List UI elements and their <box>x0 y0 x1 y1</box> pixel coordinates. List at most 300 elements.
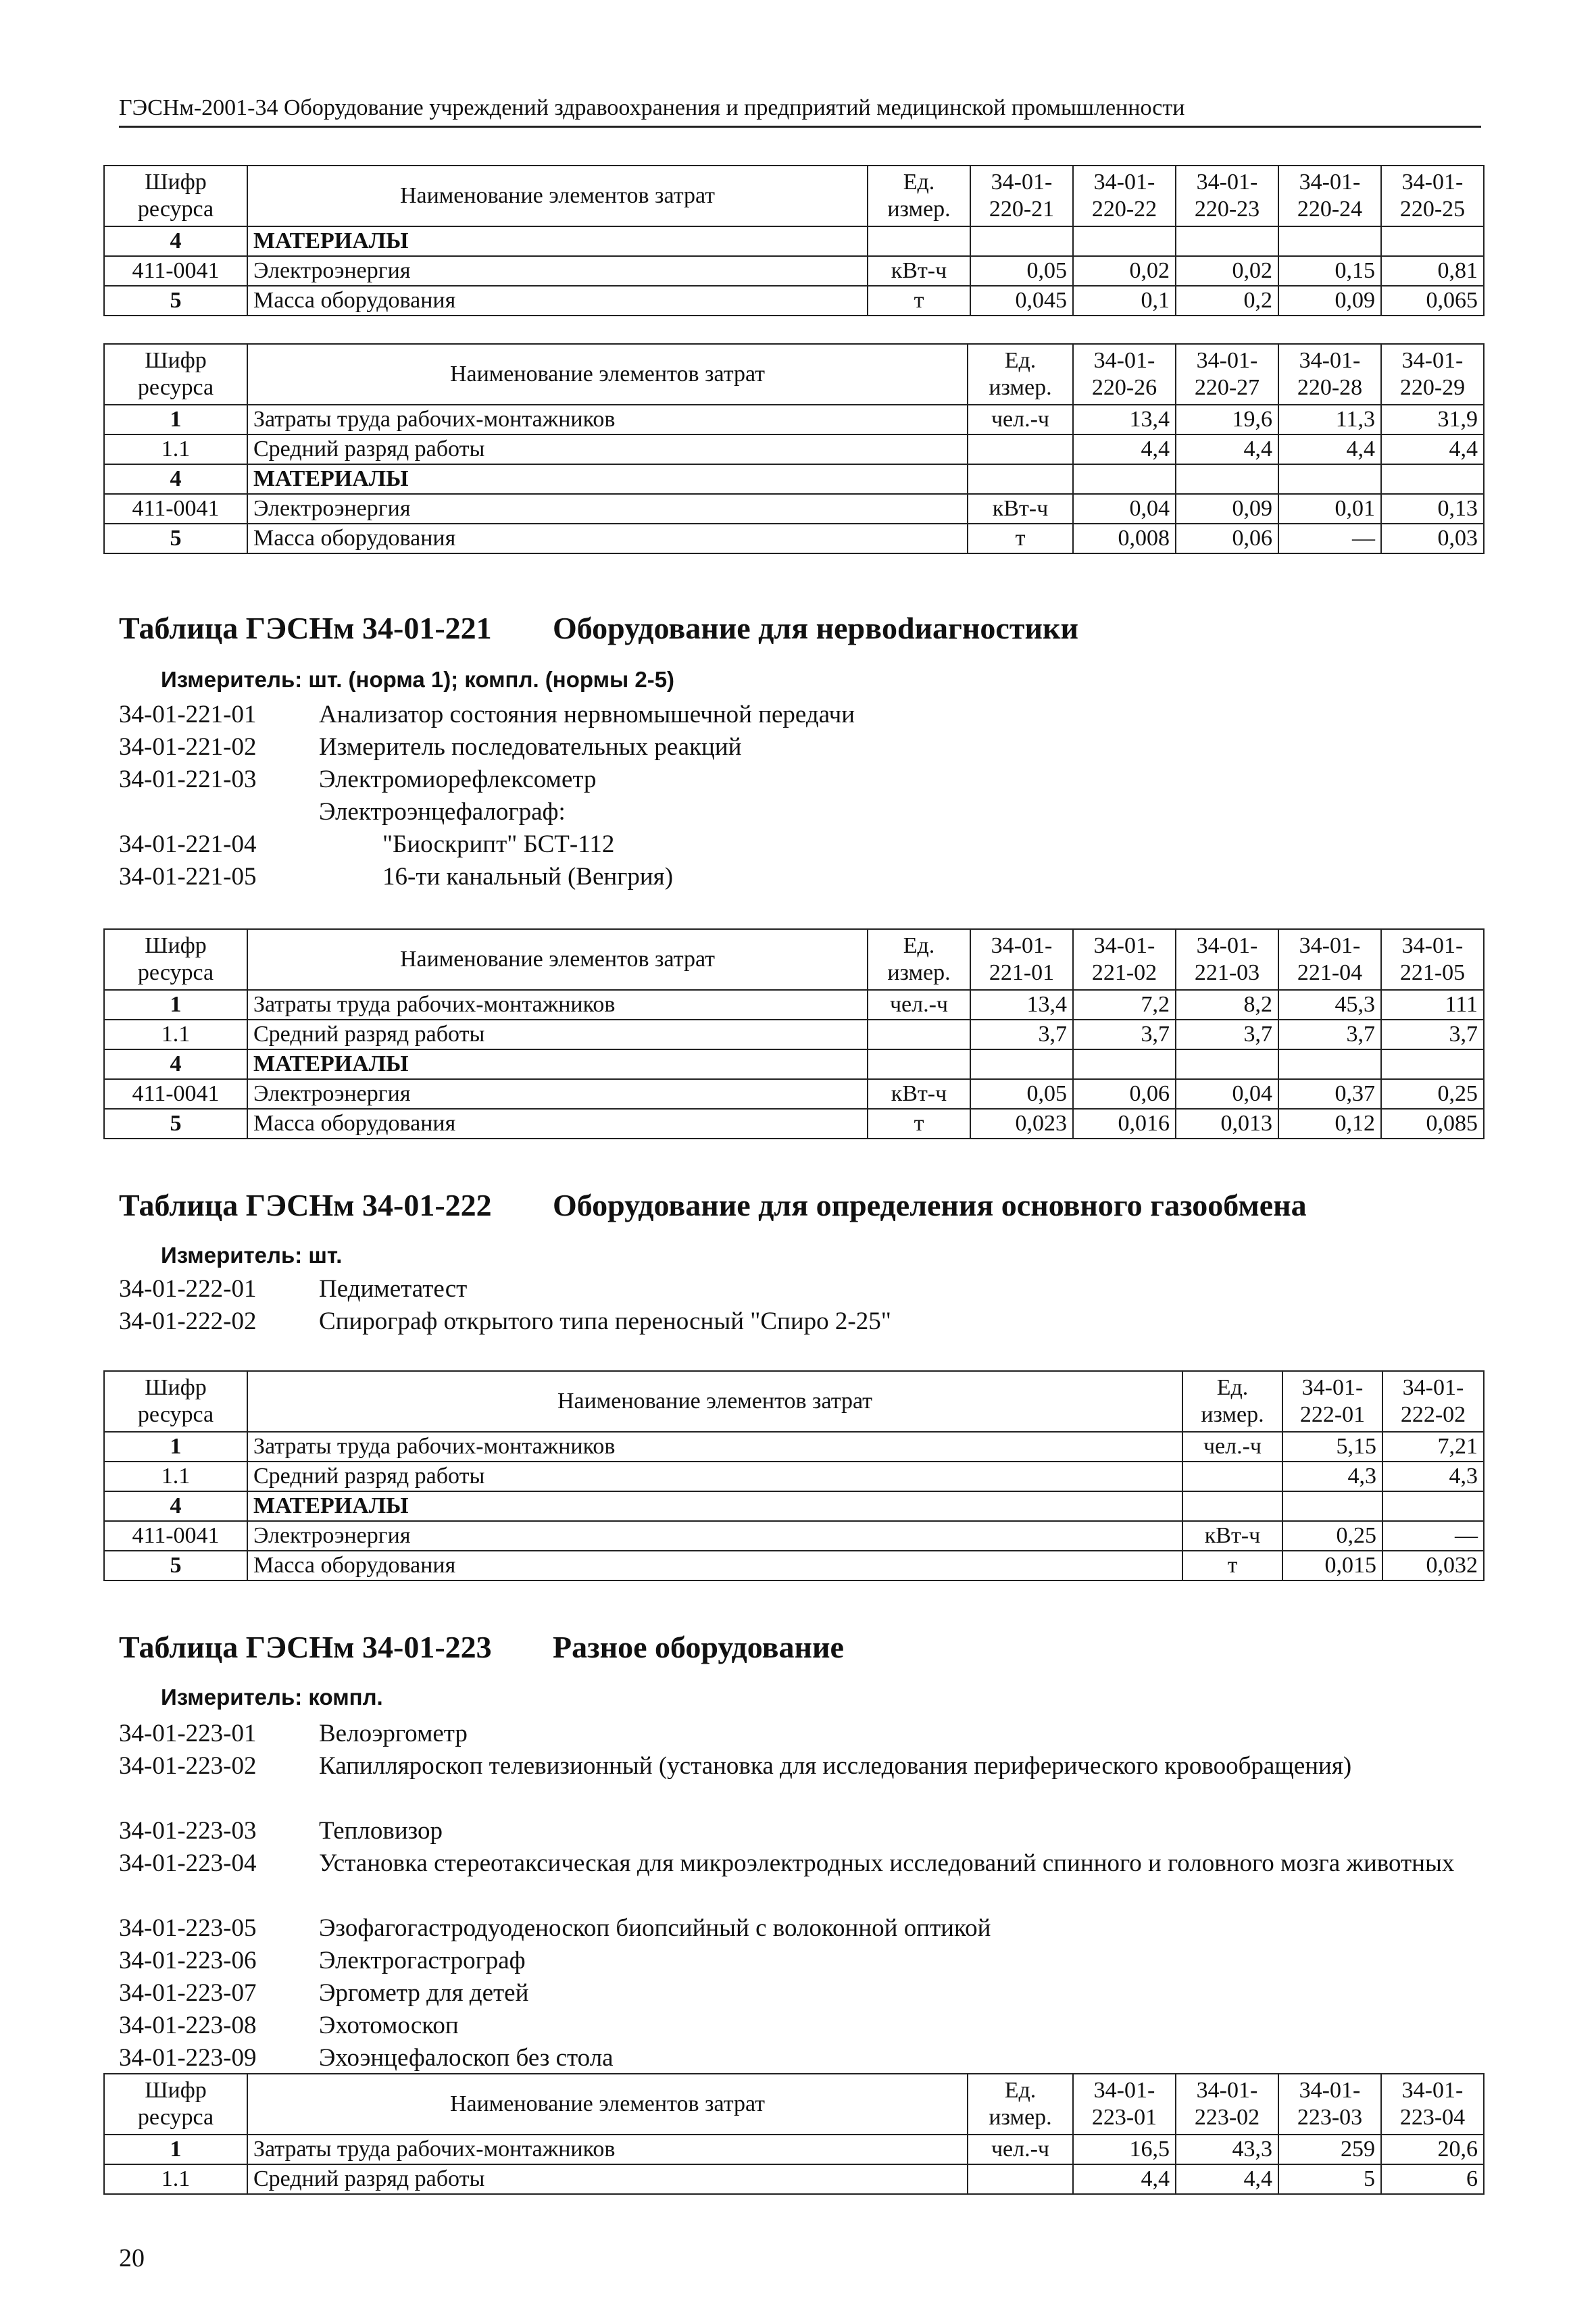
header-line: 34-01- <box>1196 933 1258 958</box>
unit-cell <box>968 2164 1073 2194</box>
resource-code: 411-0041 <box>104 1521 247 1551</box>
value-cell: 0,06 <box>1176 524 1278 553</box>
unit-cell: кВт-ч <box>868 256 970 286</box>
resource-code: 411-0041 <box>104 256 247 286</box>
item-code: 34-01-223-07 <box>119 1979 257 2007</box>
value-cell: 7,21 <box>1382 1432 1484 1462</box>
unit-cell: т <box>868 1109 970 1139</box>
header-line: 220-23 <box>1194 197 1260 222</box>
item-name: Эзофагогастродуоденоскоп биопсийный с волоконной оптикой <box>319 1914 991 1942</box>
value-cell <box>970 1049 1073 1079</box>
value-cell: 0,008 <box>1073 524 1176 553</box>
value-cell <box>1282 1491 1382 1521</box>
header-line: 34-01- <box>1301 1375 1364 1400</box>
table-row <box>104 524 1484 553</box>
header-line: Ед. <box>1004 348 1037 373</box>
value-cell: 0,065 <box>1381 286 1484 316</box>
header-line: 34-01- <box>1299 933 1361 958</box>
header-line: Шифр <box>145 1375 207 1400</box>
value-cell <box>1381 226 1484 256</box>
value-cell: 0,13 <box>1381 494 1484 524</box>
resource-code: 4 <box>104 1491 247 1521</box>
value-cell: — <box>1382 1521 1484 1551</box>
value-cell: 0,03 <box>1381 524 1484 553</box>
header-line: 34-01- <box>1196 348 1258 373</box>
item-name: Установка стереотаксическая для микроэлектродных исследований спинного и головного мозга животных <box>319 1849 1455 1877</box>
value-cell: 13,4 <box>970 990 1073 1020</box>
header-line: ресурса <box>137 1402 214 1427</box>
column-header-norm <box>1073 929 1176 990</box>
header-line: 221-04 <box>1297 960 1363 985</box>
cost-element-name: Затраты труда рабочих-монтажников <box>247 405 968 434</box>
header-line: 223-04 <box>1399 2105 1466 2130</box>
item-code: 34-01-223-01 <box>119 1720 257 1747</box>
cost-element-name: Электроэнергия <box>247 1521 1182 1551</box>
item-code: 34-01-223-08 <box>119 2012 257 2039</box>
table-row <box>104 1491 1484 1521</box>
value-cell: 6 <box>1381 2164 1484 2194</box>
table-header-row <box>104 2074 1484 2135</box>
value-cell <box>1278 1049 1381 1079</box>
header-line: 34-01- <box>1299 348 1361 373</box>
resource-code: 4 <box>104 226 247 256</box>
item-name: Электроэнцефалограф: <box>319 798 566 826</box>
item-name: Педиметатест <box>319 1275 468 1303</box>
resource-code: 1 <box>104 990 247 1020</box>
table-number: Таблица ГЭСНм 34-01-222 <box>119 1188 492 1222</box>
resource-code: 411-0041 <box>104 494 247 524</box>
value-cell: 3,7 <box>1381 1020 1484 1049</box>
value-cell: 4,4 <box>1176 2164 1278 2194</box>
item-name: Эргометр для детей <box>319 1979 529 2007</box>
item-name: Электрогастрограф <box>319 1947 526 1974</box>
item-name: Велоэргометр <box>319 1720 468 1747</box>
cost-element-name: Затраты труда рабочих-монтажников <box>247 1432 1182 1462</box>
cost-element-name: Затраты труда рабочих-монтажников <box>247 990 868 1020</box>
value-cell <box>970 226 1073 256</box>
page-number: 20 <box>119 2244 145 2272</box>
value-cell: 0,12 <box>1278 1109 1381 1139</box>
resource-table-223 <box>103 2073 1485 2195</box>
column-header-norm <box>1381 344 1484 405</box>
unit-cell: кВт-ч <box>968 494 1073 524</box>
resource-code: 1.1 <box>104 1462 247 1491</box>
value-cell: 0,032 <box>1382 1551 1484 1580</box>
column-header-code <box>104 344 247 405</box>
resource-code: 1 <box>104 405 247 434</box>
column-header-norm <box>1073 2074 1176 2135</box>
column-header-norm <box>1381 929 1484 990</box>
header-line: 220-27 <box>1194 375 1260 400</box>
measure-unit-221: Измеритель: шт. (норма 1); компл. (нормы 2-5) <box>161 667 675 692</box>
header-line: 34-01- <box>1093 170 1155 195</box>
value-cell: 3,7 <box>1176 1020 1278 1049</box>
measure-unit-223: Измеритель: компл. <box>161 1685 383 1710</box>
item-code: 34-01-221-02 <box>119 733 257 761</box>
value-cell: 0,05 <box>970 256 1073 286</box>
value-cell: 0,02 <box>1073 256 1176 286</box>
value-cell: 19,6 <box>1176 405 1278 434</box>
table-title-223 <box>119 1628 844 1666</box>
column-header-code <box>104 166 247 226</box>
value-cell: 0,023 <box>970 1109 1073 1139</box>
cost-element-name: Масса оборудования <box>247 524 968 553</box>
value-cell: 0,045 <box>970 286 1073 316</box>
value-cell: 0,016 <box>1073 1109 1176 1139</box>
resource-table-220a <box>103 165 1485 316</box>
value-cell: 259 <box>1278 2135 1381 2164</box>
table-name: Оборудование для нервodиагностики <box>553 611 1078 645</box>
cost-element-name: МАТЕРИАЛЫ <box>247 464 968 494</box>
value-cell: 45,3 <box>1278 990 1381 1020</box>
column-header-code <box>104 2074 247 2135</box>
header-line: 223-02 <box>1194 2105 1260 2130</box>
table-title-222 <box>119 1187 1307 1224</box>
item-code: 34-01-221-01 <box>119 701 257 728</box>
value-cell <box>1073 226 1176 256</box>
unit-cell: чел.-ч <box>868 990 970 1020</box>
item-code: 34-01-223-04 <box>119 1849 257 1877</box>
item-code: 34-01-223-05 <box>119 1914 257 1942</box>
table-name: Разное оборудование <box>553 1630 844 1664</box>
item-code: 34-01-222-02 <box>119 1308 257 1335</box>
unit-cell: т <box>868 286 970 316</box>
table-row <box>104 286 1484 316</box>
column-header-unit <box>968 344 1073 405</box>
header-line: 34-01- <box>1402 1375 1464 1400</box>
item-code: 34-01-221-03 <box>119 766 257 793</box>
cost-element-name: Средний разряд работы <box>247 434 968 464</box>
item-code: 34-01-223-09 <box>119 2044 257 2072</box>
header-line: 222-02 <box>1400 1402 1466 1427</box>
header-line: измер. <box>989 375 1052 400</box>
value-cell: 31,9 <box>1381 405 1484 434</box>
value-cell: 0,01 <box>1278 494 1381 524</box>
value-cell: 13,4 <box>1073 405 1176 434</box>
unit-cell <box>868 1049 970 1079</box>
header-line: 223-03 <box>1297 2105 1363 2130</box>
column-header-norm <box>1176 929 1278 990</box>
header-line: 34-01- <box>1196 170 1258 195</box>
table-row <box>104 226 1484 256</box>
value-cell: 0,015 <box>1282 1551 1382 1580</box>
header-line: 34-01- <box>1299 170 1361 195</box>
item-name: Эхоэнцефалоскоп без стола <box>319 2044 614 2072</box>
column-header-name: Наименование элементов затрат <box>247 1371 1182 1432</box>
header-line: 34-01- <box>1093 933 1155 958</box>
value-cell: 0,2 <box>1176 286 1278 316</box>
value-cell <box>1176 464 1278 494</box>
value-cell: 0,1 <box>1073 286 1176 316</box>
item-name: Тепловизор <box>319 1817 443 1845</box>
column-header-unit <box>868 929 970 990</box>
table-row <box>104 1432 1484 1462</box>
value-cell: 111 <box>1381 990 1484 1020</box>
header-line: 34-01- <box>991 170 1053 195</box>
table-row <box>104 1049 1484 1079</box>
resource-code: 4 <box>104 1049 247 1079</box>
resource-code: 5 <box>104 286 247 316</box>
value-cell <box>1176 1049 1278 1079</box>
column-header-name: Наименование элементов затрат <box>247 929 868 990</box>
cost-element-name: МАТЕРИАЛЫ <box>247 1049 868 1079</box>
header-line: 34-01- <box>1196 2078 1258 2103</box>
value-cell: 4,4 <box>1278 434 1381 464</box>
unit-cell: чел.-ч <box>968 405 1073 434</box>
table-row <box>104 405 1484 434</box>
header-line: 221-03 <box>1194 960 1260 985</box>
column-header-norm <box>970 166 1073 226</box>
column-header-norm <box>1282 1371 1382 1432</box>
value-cell: 0,25 <box>1282 1521 1382 1551</box>
header-line: 221-05 <box>1399 960 1466 985</box>
header-line: 34-01- <box>1093 348 1155 373</box>
item-code: 34-01-222-01 <box>119 1275 257 1303</box>
unit-cell: чел.-ч <box>1182 1432 1282 1462</box>
resource-code: 411-0041 <box>104 1079 247 1109</box>
running-header: ГЭСНм-2001-34 Оборудование учреждений здравоохранения и предприятий медицинской промышленности <box>119 93 1481 128</box>
value-cell: 3,7 <box>970 1020 1073 1049</box>
header-line: Шифр <box>145 2078 207 2103</box>
value-cell: 0,09 <box>1176 494 1278 524</box>
resource-table-222 <box>103 1370 1485 1581</box>
header-line: 220-22 <box>1091 197 1157 222</box>
table-title-221 <box>119 609 1078 647</box>
table-header-row <box>104 1371 1484 1432</box>
value-cell: 0,013 <box>1176 1109 1278 1139</box>
header-line: 220-25 <box>1399 197 1466 222</box>
value-cell: 0,09 <box>1278 286 1381 316</box>
column-header-norm <box>1176 166 1278 226</box>
header-line: 34-01- <box>1401 348 1464 373</box>
value-cell: 3,7 <box>1278 1020 1381 1049</box>
table-row <box>104 256 1484 286</box>
column-header-norm <box>1176 344 1278 405</box>
header-line: измер. <box>887 197 951 222</box>
resource-code: 1.1 <box>104 434 247 464</box>
item-name: Измеритель последовательных реакций <box>319 733 742 761</box>
unit-cell: т <box>968 524 1073 553</box>
value-cell <box>1278 226 1381 256</box>
unit-cell <box>868 226 970 256</box>
value-cell: 0,04 <box>1176 1079 1278 1109</box>
cost-element-name: Масса оборудования <box>247 1109 868 1139</box>
table-header-row <box>104 929 1484 990</box>
resource-code: 5 <box>104 1109 247 1139</box>
value-cell: 7,2 <box>1073 990 1176 1020</box>
item-name: Электромиорефлексометр <box>319 766 597 793</box>
value-cell: 0,15 <box>1278 256 1381 286</box>
header-line: 221-02 <box>1091 960 1157 985</box>
column-header-unit <box>868 166 970 226</box>
unit-cell: т <box>1182 1551 1282 1580</box>
header-line: измер. <box>989 2105 1052 2130</box>
table-row <box>104 990 1484 1020</box>
header-line: 34-01- <box>1401 933 1464 958</box>
item-name: Капилляроскоп телевизионный (установка для исследования периферического кровообращения) <box>319 1752 1352 1780</box>
column-header-unit <box>968 2074 1073 2135</box>
value-cell <box>1073 1049 1176 1079</box>
table-header-row <box>104 344 1484 405</box>
resource-code: 1.1 <box>104 2164 247 2194</box>
resource-code: 5 <box>104 1551 247 1580</box>
column-header-norm <box>1278 929 1381 990</box>
header-line: 34-01- <box>991 933 1053 958</box>
header-line: измер. <box>1201 1402 1264 1427</box>
value-cell: 0,04 <box>1073 494 1176 524</box>
item-name: Эхотомоскоп <box>319 2012 459 2039</box>
header-line: Шифр <box>145 933 207 958</box>
cost-element-name: Средний разряд работы <box>247 1462 1182 1491</box>
header-line: Ед. <box>903 933 935 958</box>
value-cell: 0,06 <box>1073 1079 1176 1109</box>
header-line: ресурса <box>137 960 214 985</box>
value-cell: — <box>1278 524 1381 553</box>
table-number: Таблица ГЭСНм 34-01-221 <box>119 611 492 645</box>
value-cell: 0,05 <box>970 1079 1073 1109</box>
header-line: Ед. <box>1004 2078 1037 2103</box>
table-number: Таблица ГЭСНм 34-01-223 <box>119 1630 492 1664</box>
value-cell: 5,15 <box>1282 1432 1382 1462</box>
column-header-norm <box>1073 166 1176 226</box>
resource-code: 1.1 <box>104 1020 247 1049</box>
value-cell: 0,085 <box>1381 1109 1484 1139</box>
table-row <box>104 494 1484 524</box>
header-line: Ед. <box>903 170 935 195</box>
table-row <box>104 1109 1484 1139</box>
value-cell: 0,02 <box>1176 256 1278 286</box>
header-line: измер. <box>887 960 951 985</box>
column-header-norm <box>1073 344 1176 405</box>
resource-table-221 <box>103 928 1485 1139</box>
value-cell: 4,4 <box>1073 2164 1176 2194</box>
cost-element-name: МАТЕРИАЛЫ <box>247 1491 1182 1521</box>
value-cell: 3,7 <box>1073 1020 1176 1049</box>
column-header-norm <box>970 929 1073 990</box>
cost-element-name: Электроэнергия <box>247 256 868 286</box>
resource-table-220b <box>103 343 1485 554</box>
table-row <box>104 1079 1484 1109</box>
value-cell: 0,37 <box>1278 1079 1381 1109</box>
table-row <box>104 434 1484 464</box>
cost-element-name: Средний разряд работы <box>247 1020 868 1049</box>
value-cell: 43,3 <box>1176 2135 1278 2164</box>
table-row <box>104 1551 1484 1580</box>
column-header-norm <box>1278 344 1381 405</box>
cost-element-name: Затраты труда рабочих-монтажников <box>247 2135 968 2164</box>
item-code: 34-01-223-06 <box>119 1947 257 1974</box>
table-header-row <box>104 166 1484 226</box>
value-cell: 4,3 <box>1282 1462 1382 1491</box>
value-cell <box>1382 1491 1484 1521</box>
item-code: 34-01-221-04 <box>119 830 257 858</box>
column-header-name: Наименование элементов затрат <box>247 166 868 226</box>
header-line: 223-01 <box>1091 2105 1157 2130</box>
table-name: Оборудование для определения основного газообмена <box>553 1188 1307 1222</box>
item-name: "Биоскрипт" БСТ-112 <box>382 830 615 858</box>
resource-code: 5 <box>104 524 247 553</box>
column-header-norm <box>1381 166 1484 226</box>
header-line: 220-21 <box>989 197 1055 222</box>
table-row <box>104 2164 1484 2194</box>
cost-element-name: Электроэнергия <box>247 494 968 524</box>
value-cell: 4,3 <box>1382 1462 1484 1491</box>
header-line: 220-26 <box>1091 375 1157 400</box>
unit-cell: кВт-ч <box>1182 1521 1282 1551</box>
item-name: Анализатор состояния нервномышечной передачи <box>319 701 855 728</box>
unit-cell <box>968 464 1073 494</box>
value-cell <box>1176 226 1278 256</box>
column-header-name: Наименование элементов затрат <box>247 2074 968 2135</box>
value-cell: 16,5 <box>1073 2135 1176 2164</box>
table-row <box>104 1020 1484 1049</box>
header-line: 222-01 <box>1299 1402 1366 1427</box>
column-header-norm <box>1381 2074 1484 2135</box>
resource-code: 1 <box>104 1432 247 1462</box>
table-row <box>104 464 1484 494</box>
value-cell <box>1073 464 1176 494</box>
column-header-norm <box>1382 1371 1484 1432</box>
unit-cell: кВт-ч <box>868 1079 970 1109</box>
value-cell: 4,4 <box>1073 434 1176 464</box>
unit-cell <box>1182 1462 1282 1491</box>
resource-code: 1 <box>104 2135 247 2164</box>
cost-element-name: Электроэнергия <box>247 1079 868 1109</box>
header-line: ресурса <box>137 2105 214 2130</box>
resource-code: 4 <box>104 464 247 494</box>
column-header-norm <box>1176 2074 1278 2135</box>
header-line: 220-24 <box>1297 197 1363 222</box>
table-row <box>104 1521 1484 1551</box>
value-cell: 4,4 <box>1381 434 1484 464</box>
value-cell: 5 <box>1278 2164 1381 2194</box>
unit-cell <box>1182 1491 1282 1521</box>
table-row <box>104 2135 1484 2164</box>
header-line: 34-01- <box>1401 2078 1464 2103</box>
header-line: 220-29 <box>1399 375 1466 400</box>
header-line: Шифр <box>145 348 207 373</box>
value-cell: 0,81 <box>1381 256 1484 286</box>
value-cell <box>1381 1049 1484 1079</box>
item-code: 34-01-221-05 <box>119 863 257 891</box>
column-header-name: Наименование элементов затрат <box>247 344 968 405</box>
header-line: 34-01- <box>1401 170 1464 195</box>
item-code: 34-01-223-03 <box>119 1817 257 1845</box>
header-line: 220-28 <box>1297 375 1363 400</box>
cost-element-name: Масса оборудования <box>247 286 868 316</box>
column-header-norm <box>1278 166 1381 226</box>
value-cell: 4,4 <box>1176 434 1278 464</box>
measure-unit-222: Измеритель: шт. <box>161 1243 343 1268</box>
table-row <box>104 1462 1484 1491</box>
value-cell: 0,25 <box>1381 1079 1484 1109</box>
header-line: Шифр <box>145 170 207 195</box>
value-cell <box>1381 464 1484 494</box>
value-cell <box>1278 464 1381 494</box>
column-header-norm <box>1278 2074 1381 2135</box>
cost-element-name: Средний разряд работы <box>247 2164 968 2194</box>
item-name: Спирограф открытого типа переносный "Спиро 2-25" <box>319 1308 891 1335</box>
header-line: 34-01- <box>1299 2078 1361 2103</box>
value-cell: 11,3 <box>1278 405 1381 434</box>
item-code: 34-01-223-02 <box>119 1752 257 1780</box>
header-line: Ед. <box>1216 1375 1249 1400</box>
cost-element-name: МАТЕРИАЛЫ <box>247 226 868 256</box>
header-line: 221-01 <box>989 960 1055 985</box>
header-line: 34-01- <box>1093 2078 1155 2103</box>
header-line: ресурса <box>137 375 214 400</box>
value-cell: 20,6 <box>1381 2135 1484 2164</box>
